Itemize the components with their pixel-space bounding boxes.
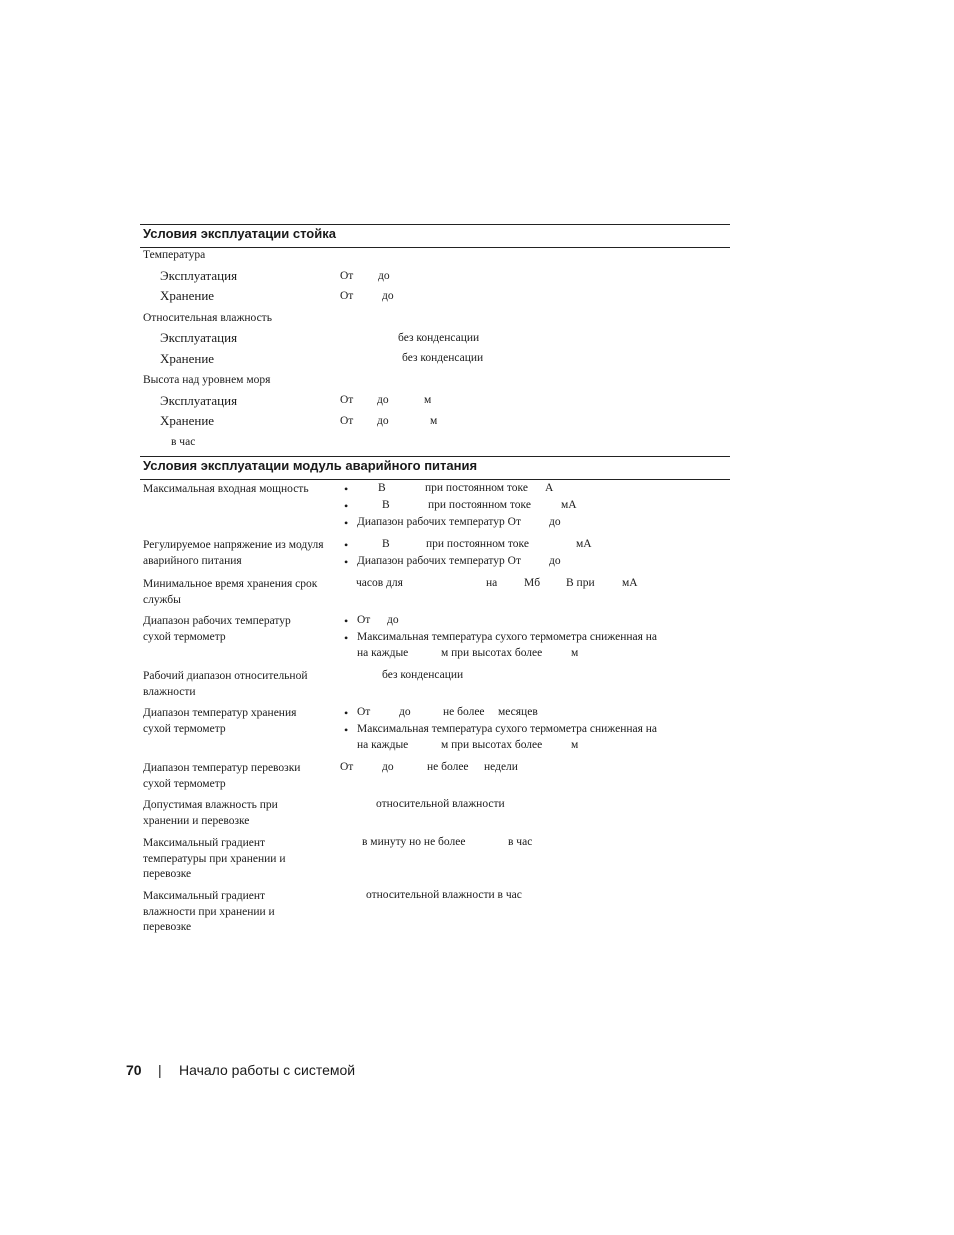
- st-temp-max: не более: [443, 706, 485, 718]
- hum-operation-label: Эксплуатация: [160, 330, 238, 345]
- st-temp-per: на каждые: [357, 739, 409, 751]
- temp-operation-to: до: [378, 270, 390, 282]
- table1-title: Условия эксплуатации стойка: [143, 226, 336, 241]
- op-temp-m: м: [571, 647, 579, 659]
- op-temp-from: • От: [357, 614, 370, 626]
- row-label-storage-humidity: Допустимая влажность при хранении и перевозке: [143, 799, 278, 827]
- group-label-humidity: Относительная влажность: [143, 312, 272, 324]
- min-storage-v-at: В при: [566, 577, 595, 589]
- max-input-l3-to: до: [549, 516, 561, 528]
- table2-title: Условия эксплуатации модуль аварийного питания: [143, 458, 478, 473]
- min-storage-on: на: [486, 577, 498, 589]
- temp-storage-to: до: [382, 290, 394, 302]
- row-label-min-storage-time: Минимальное время хранения срок службы: [143, 578, 318, 606]
- st-temp-above: м при высотах более: [441, 739, 543, 751]
- group-label-altitude: Высота над уровнем моря: [143, 374, 271, 386]
- alt-storage-label: Хранение: [160, 413, 215, 428]
- alt-operation-label: Эксплуатация: [160, 393, 238, 408]
- group-label-temperature: Температура: [143, 249, 206, 261]
- table1-note: в час: [171, 436, 196, 448]
- regulated-l1-dc: при постоянном токе: [426, 538, 529, 550]
- footer-section-title: Начало работы с системой: [179, 1062, 356, 1078]
- op-temp-max-derated: • Максимальная температура сухого термометра сниженная на: [357, 631, 657, 643]
- tr-temp-from: От: [340, 761, 354, 773]
- row-label-operating-humidity: Рабочий диапазон относительной влажности: [143, 670, 308, 698]
- hum-storage-label: Хранение: [160, 351, 215, 366]
- st-temp-max-derated: • Максимальная температура сухого термометра сниженная на: [357, 723, 657, 735]
- max-input-l3-range: • Диапазон рабочих температур От: [357, 516, 521, 528]
- row-label-max-input-power: Максимальная входная мощность: [143, 483, 309, 495]
- op-temp-to: до: [387, 614, 399, 626]
- row-label-regulated-voltage: Регулируемое напряжение из модуля аварийного питания: [143, 539, 324, 567]
- temp-operation-from: От: [340, 270, 354, 282]
- max-input-l2-ma: мА: [561, 499, 577, 511]
- humidity-gradient-value: относительной влажности в час: [366, 889, 522, 901]
- max-input-l1-a: А: [545, 482, 554, 494]
- st-temp-to: до: [399, 706, 411, 718]
- min-storage-ma: мА: [622, 577, 638, 589]
- tr-temp-max: не более: [427, 761, 469, 773]
- temp-gradient-per-minute: в минуту но не более: [362, 836, 466, 848]
- st-temp-m: м: [571, 739, 579, 751]
- table2-header-rule: [140, 479, 730, 480]
- row-label-max-temp-gradient: Максимальный градиент температуры при хранении и перевозке: [143, 837, 286, 880]
- op-temp-above: м при высотах более: [441, 647, 543, 659]
- row-label-transport-temp-range: Диапазон температур перевозки сухой термометр: [143, 762, 301, 790]
- row-label-storage-temp-range: Диапазон температур хранения сухой термометр: [143, 707, 297, 735]
- alt-storage-to: до: [377, 415, 389, 427]
- regulated-l2-range: • Диапазон рабочих температур От: [357, 555, 521, 567]
- op-humidity-value: без конденсации: [382, 669, 464, 681]
- alt-operation-to: до: [377, 394, 389, 406]
- tr-temp-to: до: [382, 761, 394, 773]
- regulated-l1-ma: мА: [576, 538, 592, 550]
- max-input-l2-v: В: [382, 499, 390, 511]
- regulated-l1-v: В: [382, 538, 390, 550]
- alt-storage-unit: м: [430, 415, 438, 427]
- table2-top-rule: [140, 456, 730, 457]
- max-input-l1-v: В: [378, 482, 386, 494]
- alt-operation-unit: м: [424, 394, 432, 406]
- temp-storage-label: Хранение: [160, 288, 215, 303]
- hum-storage-value: без конденсации: [402, 352, 484, 364]
- op-temp-per: на каждые: [357, 647, 409, 659]
- temp-storage-from: От: [340, 290, 354, 302]
- alt-operation-from: От: [340, 394, 354, 406]
- min-storage-hours: часов для: [356, 577, 403, 589]
- st-humidity-value: относительной влажности: [376, 798, 505, 810]
- page-number: 70: [126, 1062, 142, 1078]
- regulated-l2-to: до: [549, 555, 561, 567]
- st-temp-months: месяцев: [498, 706, 538, 718]
- alt-storage-from: От: [340, 415, 354, 427]
- max-input-l2-dc: при постоянном токе: [428, 499, 531, 511]
- tr-temp-weeks: недели: [484, 761, 518, 773]
- temp-operation-label: Эксплуатация: [160, 268, 238, 283]
- table1-top-rule: [140, 224, 730, 225]
- table1-header-rule: [140, 247, 730, 248]
- temp-gradient-per-hour: в час: [508, 836, 533, 848]
- min-storage-mb: Мб: [524, 577, 541, 589]
- row-label-max-humidity-gradient: Максимальный градиент влажности при хранении и перевозке: [143, 890, 275, 933]
- footer-separator: |: [158, 1062, 162, 1078]
- st-temp-from: • От: [357, 706, 370, 718]
- hum-operation-value: без конденсации: [398, 332, 480, 344]
- row-label-operating-temp-range: Диапазон рабочих температур сухой термометр: [143, 615, 291, 643]
- max-input-l1-dc: при постоянном токе: [425, 482, 528, 494]
